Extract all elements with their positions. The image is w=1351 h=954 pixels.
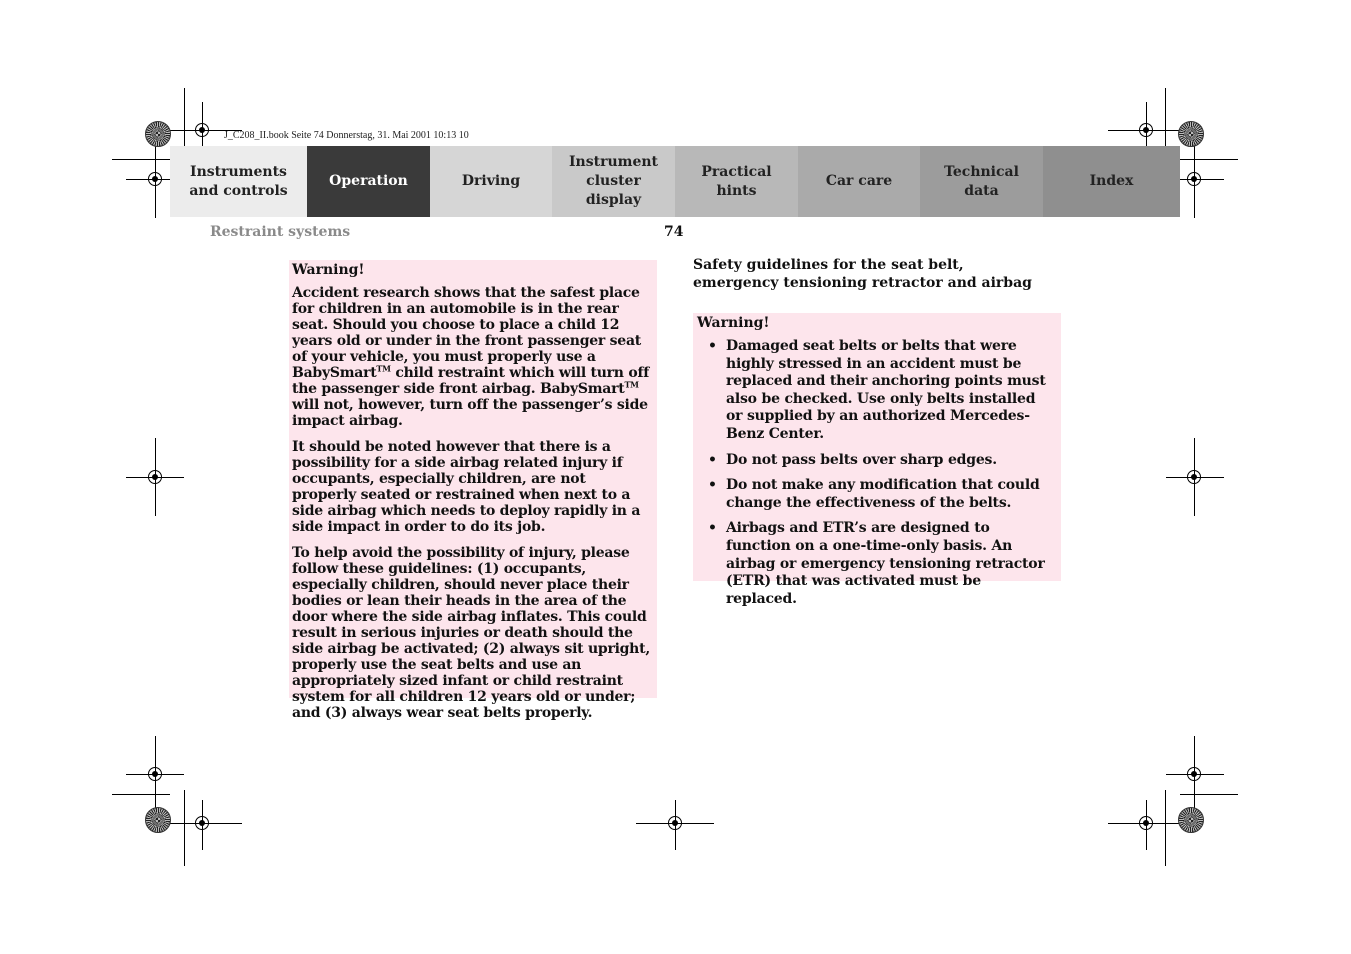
warning-paragraph: Accident research shows that the safest place for children in an automobile is in the rear seat. Should you choose to place a child 12 years old or under in the front passenger seat of your vehicle, you must properly use a BabySmart™ child restraint which will turn off the passenger side front airbag. BabySmart™ will not, however, turn off the passenger’s side impact airbag. [292, 285, 649, 429]
warning-title: Warning! [697, 315, 770, 331]
safety-guidelines-heading: Safety guidelines for the seat belt, emergency tensioning retractor and airbag [693, 257, 1032, 291]
list-item: • Do not make any modification that could change the effectiveness of the belts. [708, 477, 1040, 511]
tab-instruments-and-controls[interactable]: Instruments and controls [170, 146, 307, 217]
tab-practical-hints[interactable]: Practical hints [675, 146, 798, 217]
tab-index[interactable]: Index [1043, 146, 1180, 217]
child-safety-warning-box [289, 260, 657, 721]
tab-instrument-cluster-display[interactable]: Instrument cluster display [552, 146, 675, 217]
tab-driving[interactable]: Driving [430, 146, 552, 217]
section-title: Restraint systems [210, 224, 351, 240]
seat-belt-warning-box [693, 313, 1061, 607]
list-item: • Airbags and ETR’s are designed to function on a one-time-only basis. An airbag or emergency tensioning retractor (ETR) that was activated must be replaced. [708, 520, 1045, 607]
warning-title: Warning! [292, 262, 365, 278]
trademark: TM [624, 379, 639, 390]
tab-car-care[interactable]: Car care [798, 146, 920, 217]
print-slug: J_C208_II.book Seite 74 Donnerstag, 31. Mai 2001 10:13 10 [224, 130, 469, 141]
warning-paragraph: It should be noted however that there is a possibility for a side airbag related injury if occupants, especially children, are not properly seated or restrained when next to a side airbag which needs to deploy rapidly in a side impact in order to do its job. [292, 439, 641, 535]
tab-technical-data[interactable]: Technical data [920, 146, 1043, 217]
warning-paragraph: To help avoid the possibility of injury, please follow these guidelines: (1) occupants, especially children, should never place their bodies or lean their heads in the area of the door where the side airbag inflates. This could result in serious injuries or death should the side airbag be activated; (2) always sit upright, properly use the seat belts and use an appropriately sized infant or child restraint system for all children 12 years old or under; and (3) always wear seat belts properly. [292, 545, 650, 721]
list-item: • Do not pass belts over sharp edges. [708, 451, 997, 468]
page-number: 74 [664, 224, 684, 240]
tab-operation[interactable]: Operation [307, 146, 430, 217]
trademark: TM [376, 363, 391, 374]
list-item: • Damaged seat belts or belts that were highly stressed in an accident must be replaced and their anchoring points must also be checked. Use only belts installed or supplied by an authorized Mercedes-Benz Center. [708, 338, 1046, 442]
warning-list [697, 338, 1053, 608]
chapter-tabs [170, 146, 1180, 217]
